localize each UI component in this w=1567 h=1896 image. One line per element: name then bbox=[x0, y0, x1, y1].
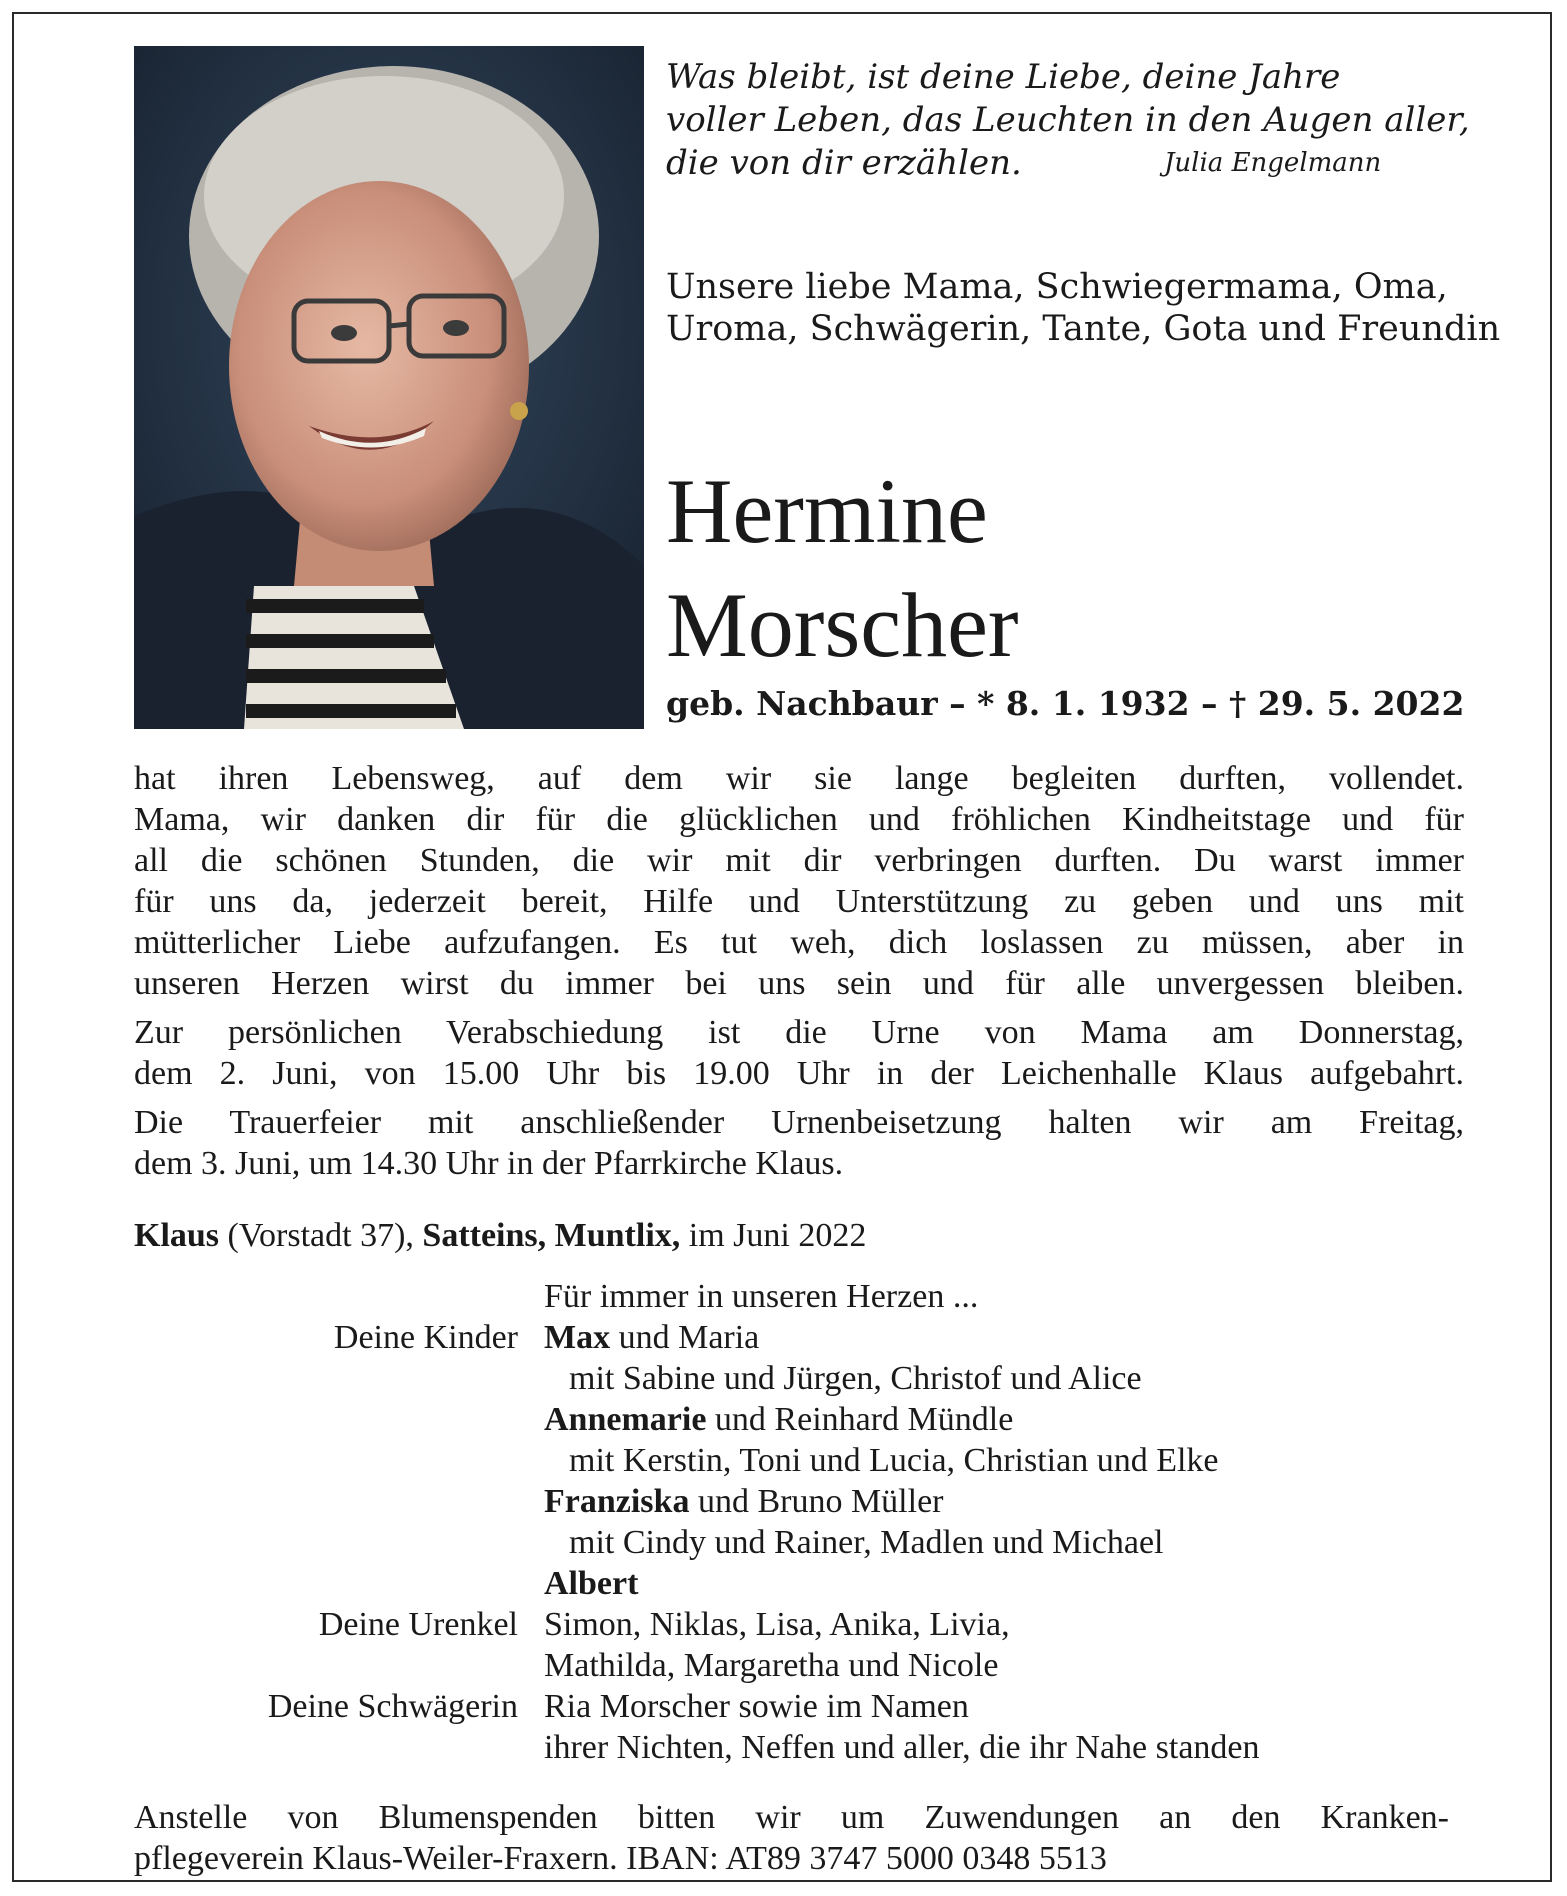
urenkel-line: Mathilda, Margaretha und Nicole bbox=[544, 1647, 999, 1684]
grandchildren: mit Kerstin, Toni und Lucia, Christian und Elke bbox=[569, 1442, 1219, 1479]
body-line: mütterlicher Liebe aufzufangen. Es tut weh, dich loslassen zu müssen, aber in bbox=[134, 924, 1464, 961]
urenkel-line: Simon, Niklas, Lisa, Anika, Livia, bbox=[544, 1606, 1010, 1643]
relations-line: Unsere liebe Mama, Schwiegermama, Oma, bbox=[666, 267, 1448, 307]
footer-line: Anstelle von Blumenspenden bitten wir um Zuwendungen an den Kranken- bbox=[134, 1799, 1449, 1836]
portrait-photo bbox=[134, 46, 644, 729]
family-row bbox=[14, 1399, 1554, 1440]
child-entry bbox=[544, 1317, 759, 1358]
family-list bbox=[14, 1276, 1554, 1768]
birth-death-dates: geb. Nachbaur – * 8. 1. 1932 – † 29. 5. 2022 bbox=[666, 684, 1465, 723]
kinder-label: Deine Kinder bbox=[333, 1319, 518, 1356]
child-partner: und Maria bbox=[610, 1319, 760, 1356]
family-row bbox=[14, 1604, 1554, 1645]
motto: Für immer in unseren Herzen ... bbox=[544, 1278, 979, 1315]
relations-line: Uroma, Schwägerin, Tante, Gota und Freundin bbox=[666, 309, 1501, 349]
paragraph-2 bbox=[134, 1012, 1464, 1094]
obituary-page bbox=[14, 14, 1550, 1880]
quote-line: Was bleibt, ist deine Liebe, deine Jahre bbox=[666, 57, 1341, 97]
place-towns: Satteins, Muntlix, bbox=[422, 1217, 681, 1254]
quote-line: die von dir erzählen. bbox=[666, 143, 1022, 183]
body-line: für uns da, jederzeit bereit, Hilfe und Unterstützung zu geben und uns mit bbox=[134, 883, 1464, 920]
body-line: Mama, wir danken dir für die glücklichen und fröhlichen Kindheitstage und für bbox=[134, 801, 1464, 838]
place-date-text: im Juni 2022 bbox=[680, 1217, 867, 1254]
grandchildren: mit Cindy und Rainer, Madlen und Michael bbox=[569, 1524, 1164, 1561]
body-line: Zur persönlichen Verabschiedung ist die Urne von Mama am Donnerstag, bbox=[134, 1014, 1464, 1051]
family-row bbox=[14, 1686, 1554, 1727]
body-line: Die Trauerfeier mit anschließender Urnenbeisetzung halten wir am Freitag, bbox=[134, 1104, 1464, 1141]
child-entry bbox=[544, 1563, 638, 1604]
last-name: Morscher bbox=[666, 574, 1019, 676]
body-line: dem 2. Juni, von 15.00 Uhr bis 19.00 Uhr in der Leichenhalle Klaus aufgebahrt. bbox=[134, 1055, 1464, 1092]
footer-line: pflegeverein Klaus-Weiler-Fraxern. IBAN: AT89 3747 5000 0348 5513 bbox=[134, 1840, 1107, 1877]
family-row bbox=[14, 1645, 1554, 1686]
family-row bbox=[14, 1522, 1554, 1563]
obituary-frame bbox=[12, 12, 1552, 1882]
child-entry bbox=[544, 1481, 944, 1522]
place-address: (Vorstadt 37), bbox=[219, 1217, 423, 1254]
child-name: Albert bbox=[544, 1565, 639, 1602]
grandchildren: mit Sabine und Jürgen, Christof und Alice bbox=[569, 1360, 1142, 1397]
child-partner: und Bruno Müller bbox=[689, 1483, 944, 1520]
family-row bbox=[14, 1358, 1554, 1399]
family-row bbox=[14, 1276, 1554, 1317]
schwaegerin-label: Deine Schwägerin bbox=[267, 1688, 518, 1725]
first-name: Hermine bbox=[666, 460, 988, 562]
paragraph-1 bbox=[134, 758, 1464, 1004]
schwaegerin-line: Ria Morscher sowie im Namen bbox=[544, 1688, 969, 1725]
child-name: Franziska bbox=[544, 1483, 690, 1520]
child-name: Annemarie bbox=[544, 1401, 707, 1438]
relations-text bbox=[666, 266, 1501, 350]
paragraph-3 bbox=[134, 1102, 1464, 1184]
family-row bbox=[14, 1317, 1554, 1358]
quote-author: Julia Engelmann bbox=[1164, 148, 1382, 178]
body-line: hat ihren Lebensweg, auf dem wir sie lange begleiten durften, vollendet. bbox=[134, 760, 1464, 797]
deceased-name bbox=[666, 454, 1019, 682]
family-row bbox=[14, 1440, 1554, 1481]
body-line: all die schönen Stunden, die wir mit dir verbringen durften. Du warst immer bbox=[134, 842, 1464, 879]
urenkel-label: Deine Urenkel bbox=[318, 1606, 518, 1643]
child-partner: und Reinhard Mündle bbox=[706, 1401, 1014, 1438]
quote-line: voller Leben, das Leuchten in den Augen aller, bbox=[666, 100, 1470, 140]
body-line: dem 3. Juni, um 14.30 Uhr in der Pfarrkirche Klaus. bbox=[134, 1145, 844, 1182]
schwaegerin-line: ihrer Nichten, Neffen und aller, die ihr Nahe standen bbox=[544, 1729, 1260, 1766]
place-date bbox=[134, 1217, 866, 1255]
child-name: Max bbox=[544, 1319, 611, 1356]
body-text bbox=[134, 758, 1464, 1192]
donation-note bbox=[134, 1797, 1449, 1879]
family-row bbox=[14, 1727, 1554, 1768]
child-entry bbox=[544, 1399, 1013, 1440]
portrait-photo-icon bbox=[134, 46, 644, 729]
family-row bbox=[14, 1563, 1554, 1604]
family-row bbox=[14, 1481, 1554, 1522]
place-town: Klaus bbox=[134, 1217, 220, 1254]
body-line: unseren Herzen wirst du immer bei uns sein und für alle unvergessen bleiben. bbox=[134, 965, 1464, 1002]
